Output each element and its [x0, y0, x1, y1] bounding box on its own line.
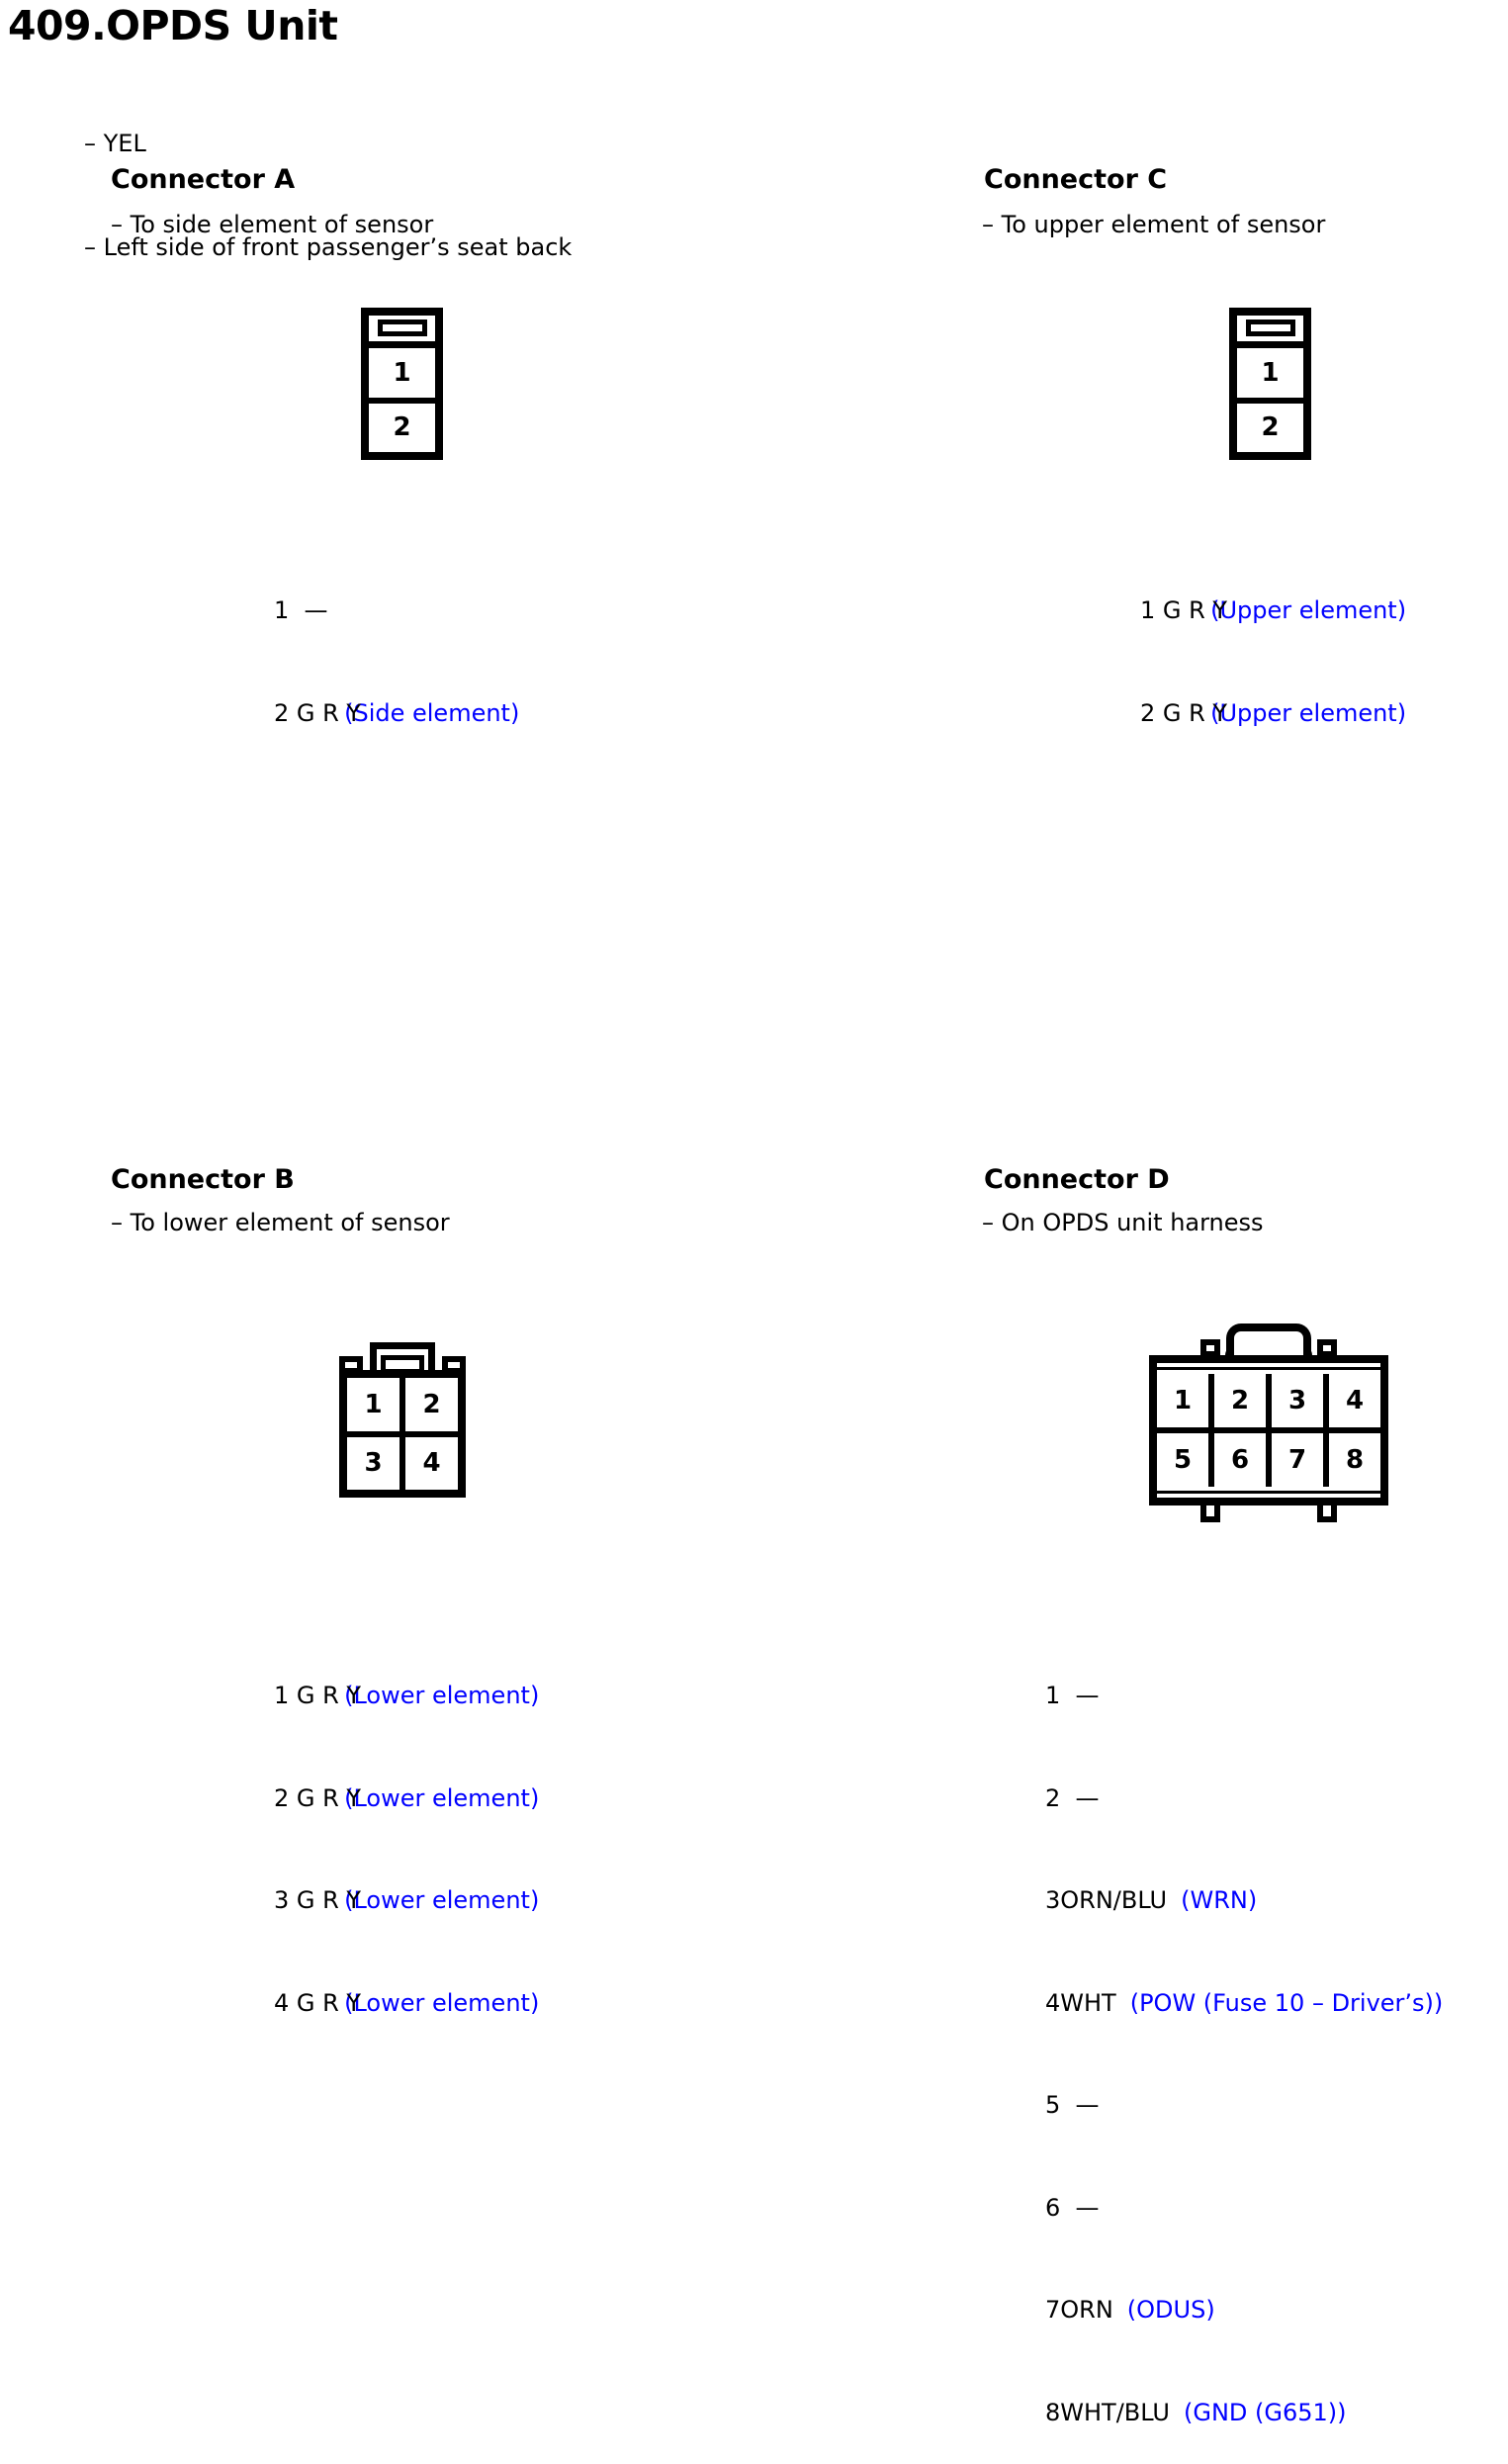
pin-target: (GND (G651))	[1184, 2398, 1347, 2426]
pin-wire: 1 G R Y	[1140, 596, 1228, 624]
pin-target: (ODUS)	[1126, 2296, 1215, 2324]
connector-a-heading: Connector A	[111, 164, 296, 195]
pin-row	[1140, 696, 1406, 731]
pin-wire: 2 G R Y	[1140, 698, 1228, 727]
pin-wire: 6 —	[1045, 2193, 1100, 2222]
connector-c-subtitle: – To upper element of sensor	[982, 211, 1326, 238]
pin-row	[1045, 1986, 1443, 2021]
pin-wire: 1 —	[274, 596, 328, 624]
connector-b-pin-cell: 3	[347, 1437, 399, 1491]
connector-b-heading: Connector B	[111, 1164, 295, 1195]
pin-target: (Side element)	[344, 698, 520, 727]
pin-wire: 5 —	[1045, 2091, 1100, 2119]
connector-d-pin-grid	[1157, 1374, 1380, 1487]
pin-target: (Lower element)	[344, 1988, 540, 2017]
connector-c-diagram	[1229, 308, 1311, 460]
connector-d-diagram	[1149, 1323, 1388, 1525]
pin-wire: 2 —	[1045, 1783, 1100, 1812]
pin-target: (Lower element)	[344, 1783, 540, 1812]
pin-row	[1045, 2088, 1443, 2123]
connector-d-heading: Connector D	[984, 1164, 1170, 1195]
pin-row	[1045, 1679, 1443, 1713]
pin-target: (Upper element)	[1210, 596, 1407, 624]
pin-row	[1045, 2191, 1443, 2226]
pin-row	[1045, 2293, 1443, 2327]
connector-d-pin-cell: 3	[1272, 1374, 1323, 1427]
pin-target: (POW (Fuse 10 – Driver’s))	[1129, 1988, 1444, 2017]
connector-c-pin-cell: 1	[1237, 348, 1303, 404]
connector-d-pin-cell: 2	[1214, 1374, 1266, 1427]
pin-row	[274, 696, 519, 731]
connector-a-pin-cell: 1	[369, 348, 435, 404]
pin-wire: 3ORN/BLU	[1045, 1886, 1168, 1914]
connector-c-housing-top	[1237, 316, 1303, 348]
connector-d-pin-cell: 5	[1157, 1433, 1208, 1487]
pin-row	[274, 1781, 539, 1816]
connector-c-latch	[1246, 319, 1295, 336]
pin-row	[1045, 1883, 1443, 1918]
pin-wire: 4 G R Y	[274, 1988, 362, 2017]
connector-b-pin-cell: 2	[405, 1378, 458, 1431]
connector-d-pin-cell: 7	[1272, 1433, 1323, 1487]
connector-d-tab-bottom-right	[1317, 1506, 1337, 1522]
pin-wire: 4WHT	[1045, 1988, 1116, 2017]
pin-wire: 8WHT/BLU	[1045, 2398, 1170, 2426]
connector-a-subtitle: – To side element of sensor	[111, 211, 434, 238]
pin-wire: 7ORN	[1045, 2296, 1113, 2324]
pin-target: (Lower element)	[344, 1682, 540, 1709]
connector-d-pin-cell: 1	[1157, 1374, 1208, 1427]
pin-wire: 3 G R Y	[274, 1886, 362, 1914]
connector-a-housing-top	[369, 316, 435, 348]
connector-c-pin-list	[1140, 525, 1406, 765]
connector-d-tab-bottom-left	[1200, 1506, 1220, 1522]
pin-target: (WRN)	[1181, 1886, 1258, 1914]
connector-a-latch	[378, 319, 427, 336]
unit-location-line: – Left side of front passenger’s seat back	[84, 233, 573, 261]
connector-b-diagram	[339, 1342, 466, 1498]
connector-b-pin-cell: 1	[347, 1378, 399, 1431]
unit-color-line: – YEL	[84, 130, 146, 157]
page-title: 409.OPDS Unit	[8, 2, 338, 49]
connector-a-diagram	[361, 308, 443, 460]
pin-wire: 2 G R Y	[274, 1783, 362, 1812]
pin-wire: 1 G R Y	[274, 1682, 362, 1709]
connector-d-pin-cell: 8	[1329, 1433, 1380, 1487]
pin-wire: 2 G R Y	[274, 698, 362, 727]
connector-d-pin-list	[1045, 1610, 1443, 2464]
pin-target: (Upper element)	[1210, 698, 1407, 727]
connector-d-subtitle: – On OPDS unit harness	[982, 1209, 1264, 1236]
pin-row	[274, 1679, 539, 1713]
pin-row	[1140, 593, 1406, 628]
connector-d-pin-cell: 6	[1214, 1433, 1266, 1487]
pin-row	[1045, 1781, 1443, 1816]
connector-b-pin-grid	[339, 1370, 466, 1498]
housing-inner-line-top	[1157, 1367, 1380, 1370]
connector-a-pin-cell: 2	[369, 404, 435, 453]
pin-row	[274, 593, 519, 628]
pin-target: (Lower element)	[344, 1886, 540, 1914]
pin-row	[274, 1883, 539, 1918]
connector-c-heading: Connector C	[984, 164, 1168, 195]
connector-c-pin-cell: 2	[1237, 404, 1303, 453]
connector-b-pin-cell: 4	[405, 1437, 458, 1491]
pin-row	[1045, 2396, 1443, 2430]
housing-inner-line-bottom	[1157, 1491, 1380, 1494]
connector-a-pin-list	[274, 525, 519, 765]
pin-row	[274, 1986, 539, 2021]
connector-d-pin-cell: 4	[1329, 1374, 1380, 1427]
connector-b-subtitle: – To lower element of sensor	[111, 1209, 450, 1236]
connector-b-pin-list	[274, 1610, 539, 2054]
connector-d-latch-handle	[1226, 1323, 1311, 1357]
pin-wire: 1 —	[1045, 1682, 1100, 1709]
connector-d-housing	[1149, 1355, 1388, 1506]
